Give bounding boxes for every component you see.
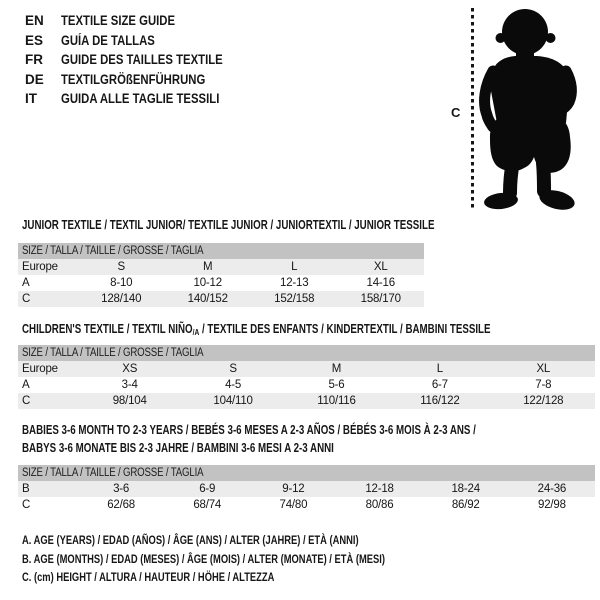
lang-row-it	[25, 89, 254, 109]
cell: 14-16	[366, 277, 395, 289]
lang-row-en	[25, 11, 254, 31]
cell: 158/170	[338, 291, 425, 307]
row-label: A	[22, 379, 30, 391]
table-row-height	[18, 291, 424, 307]
row-label: C	[22, 499, 31, 511]
cell: 122/128	[492, 393, 595, 409]
cell: 12-13	[280, 277, 309, 289]
children-section-title	[22, 320, 600, 341]
size-header-label: SIZE / TALLA / TAILLE / GRÖSSE / TAGLIA	[22, 347, 204, 359]
cell: 116/122	[388, 393, 491, 409]
cell: 74/80	[279, 499, 308, 511]
cell: 86/92	[451, 499, 480, 511]
table-row-europe	[18, 361, 595, 377]
table-row-age	[18, 377, 595, 393]
size-header-label: SIZE / TALLA / TAILLE / GRÖSSE / TAGLIA	[22, 467, 204, 479]
lang-code: DE	[25, 71, 44, 87]
language-title-block	[25, 11, 254, 109]
lang-row-de	[25, 70, 254, 90]
lang-row-fr	[25, 50, 254, 70]
footnote-c: C. (cm) HEIGHT / ALTURA / HAUTEUR / HÖHE / ALTEZZA	[22, 570, 275, 584]
cell: M	[165, 259, 252, 275]
cell: XS	[78, 361, 181, 377]
size-header-row	[18, 465, 595, 481]
cell: 10-12	[193, 277, 222, 289]
babies-section-title	[22, 421, 600, 457]
cell: 3-4	[121, 379, 138, 391]
children-size-table	[18, 345, 595, 409]
cell: 104/110	[181, 393, 284, 409]
row-label: A	[22, 277, 30, 289]
cell: XL	[338, 259, 425, 275]
cell: L	[388, 361, 491, 377]
row-label: C	[18, 291, 78, 307]
lang-label: GUIDA ALLE TAGLIE TESSILI	[61, 91, 220, 106]
row-label: C	[18, 393, 78, 409]
size-header-label: SIZE / TALLA / TAILLE / GRÖSSE / TAGLIA	[22, 245, 204, 257]
cell: 128/140	[78, 291, 165, 307]
lang-label: GUIDE DES TAILLES TEXTILE	[61, 52, 223, 67]
lang-code: IT	[25, 91, 37, 106]
cell: 8-10	[110, 277, 133, 289]
cell: 68/74	[193, 499, 222, 511]
cell: 152/158	[251, 291, 338, 307]
lang-row-es	[25, 31, 254, 51]
size-header-row	[18, 243, 424, 259]
footnote-legend	[22, 531, 487, 587]
cell: 6-9	[164, 481, 250, 497]
babies-size-table	[18, 465, 595, 513]
table-row-europe	[18, 259, 424, 275]
junior-size-table	[18, 243, 424, 307]
baby-silhouette	[477, 5, 582, 212]
cell: 62/68	[107, 499, 135, 511]
table-row-height	[18, 497, 595, 513]
cell: 110/116	[285, 393, 388, 409]
cell: L	[251, 259, 338, 275]
lang-label: TEXTILE SIZE GUIDE	[61, 13, 176, 28]
lang-code: EN	[25, 13, 44, 28]
row-label: Europe	[18, 361, 78, 377]
cell: M	[285, 361, 388, 377]
cell: 80/86	[365, 499, 394, 511]
babies-title-line1: BABIES 3-6 MONTH TO 2-3 YEARS / BEBÉS 3-6 MESES A 2-3 AÑOS / BÉBÉS 3-6 MOIS À 2-3 ANS /	[22, 423, 476, 437]
lang-code: FR	[25, 52, 43, 67]
lang-label: TEXTILGRÖßENFÜHRUNG	[61, 71, 206, 87]
cell: 7-8	[535, 379, 552, 391]
cell: S	[181, 361, 284, 377]
babies-title-line2: BABYS 3-6 MONATE BIS 2-3 JAHRE / BAMBINI 3-6 MESI A 2-3 ANNI	[22, 441, 334, 455]
row-label: B	[18, 481, 78, 497]
cell: 24-36	[509, 481, 595, 497]
cell: 5-6	[328, 379, 345, 391]
cell: 3-6	[78, 481, 164, 497]
table-row-age	[18, 275, 424, 291]
cell: 140/152	[165, 291, 252, 307]
junior-title-text: JUNIOR TEXTILE / TEXTIL JUNIOR/ TEXTILE JUNIOR / JUNIORTEXTIL / JUNIOR TESSILE	[22, 218, 435, 232]
children-title-sub: /A	[192, 327, 200, 337]
table-row-height	[18, 393, 595, 409]
cell: S	[78, 259, 165, 275]
junior-section-title	[22, 216, 551, 234]
row-label: Europe	[18, 259, 78, 275]
cell: 12-18	[336, 481, 422, 497]
cell: 9-12	[250, 481, 336, 497]
height-measure-label: C	[451, 105, 461, 120]
children-title-before: CHILDREN'S TEXTILE / TEXTIL NIÑO	[22, 322, 193, 336]
footnote-a: A. AGE (YEARS) / EDAD (AÑOS) / ÂGE (ANS) / ALTER (JAHRE) / ETÀ (ANNI)	[22, 533, 359, 547]
height-dashed-line	[471, 8, 474, 210]
size-header-row	[18, 345, 595, 361]
cell: 92/98	[538, 499, 566, 511]
cell: 6-7	[431, 379, 448, 391]
table-row-months	[18, 481, 595, 497]
children-title-after: / TEXTILE DES ENFANTS / KINDERTEXTIL / BAMBINI TESSILE	[199, 322, 491, 336]
cell: XL	[492, 361, 595, 377]
cell: 18-24	[423, 481, 509, 497]
cell: 4-5	[225, 379, 242, 391]
lang-code: ES	[25, 32, 44, 48]
cell: 98/104	[78, 393, 181, 409]
footnote-b: B. AGE (MONTHS) / EDAD (MESES) / ÂGE (MOIS) / ALTER (MONATE) / ETÀ (MESI)	[22, 551, 385, 566]
lang-label: GUÍA DE TALLAS	[61, 32, 155, 48]
